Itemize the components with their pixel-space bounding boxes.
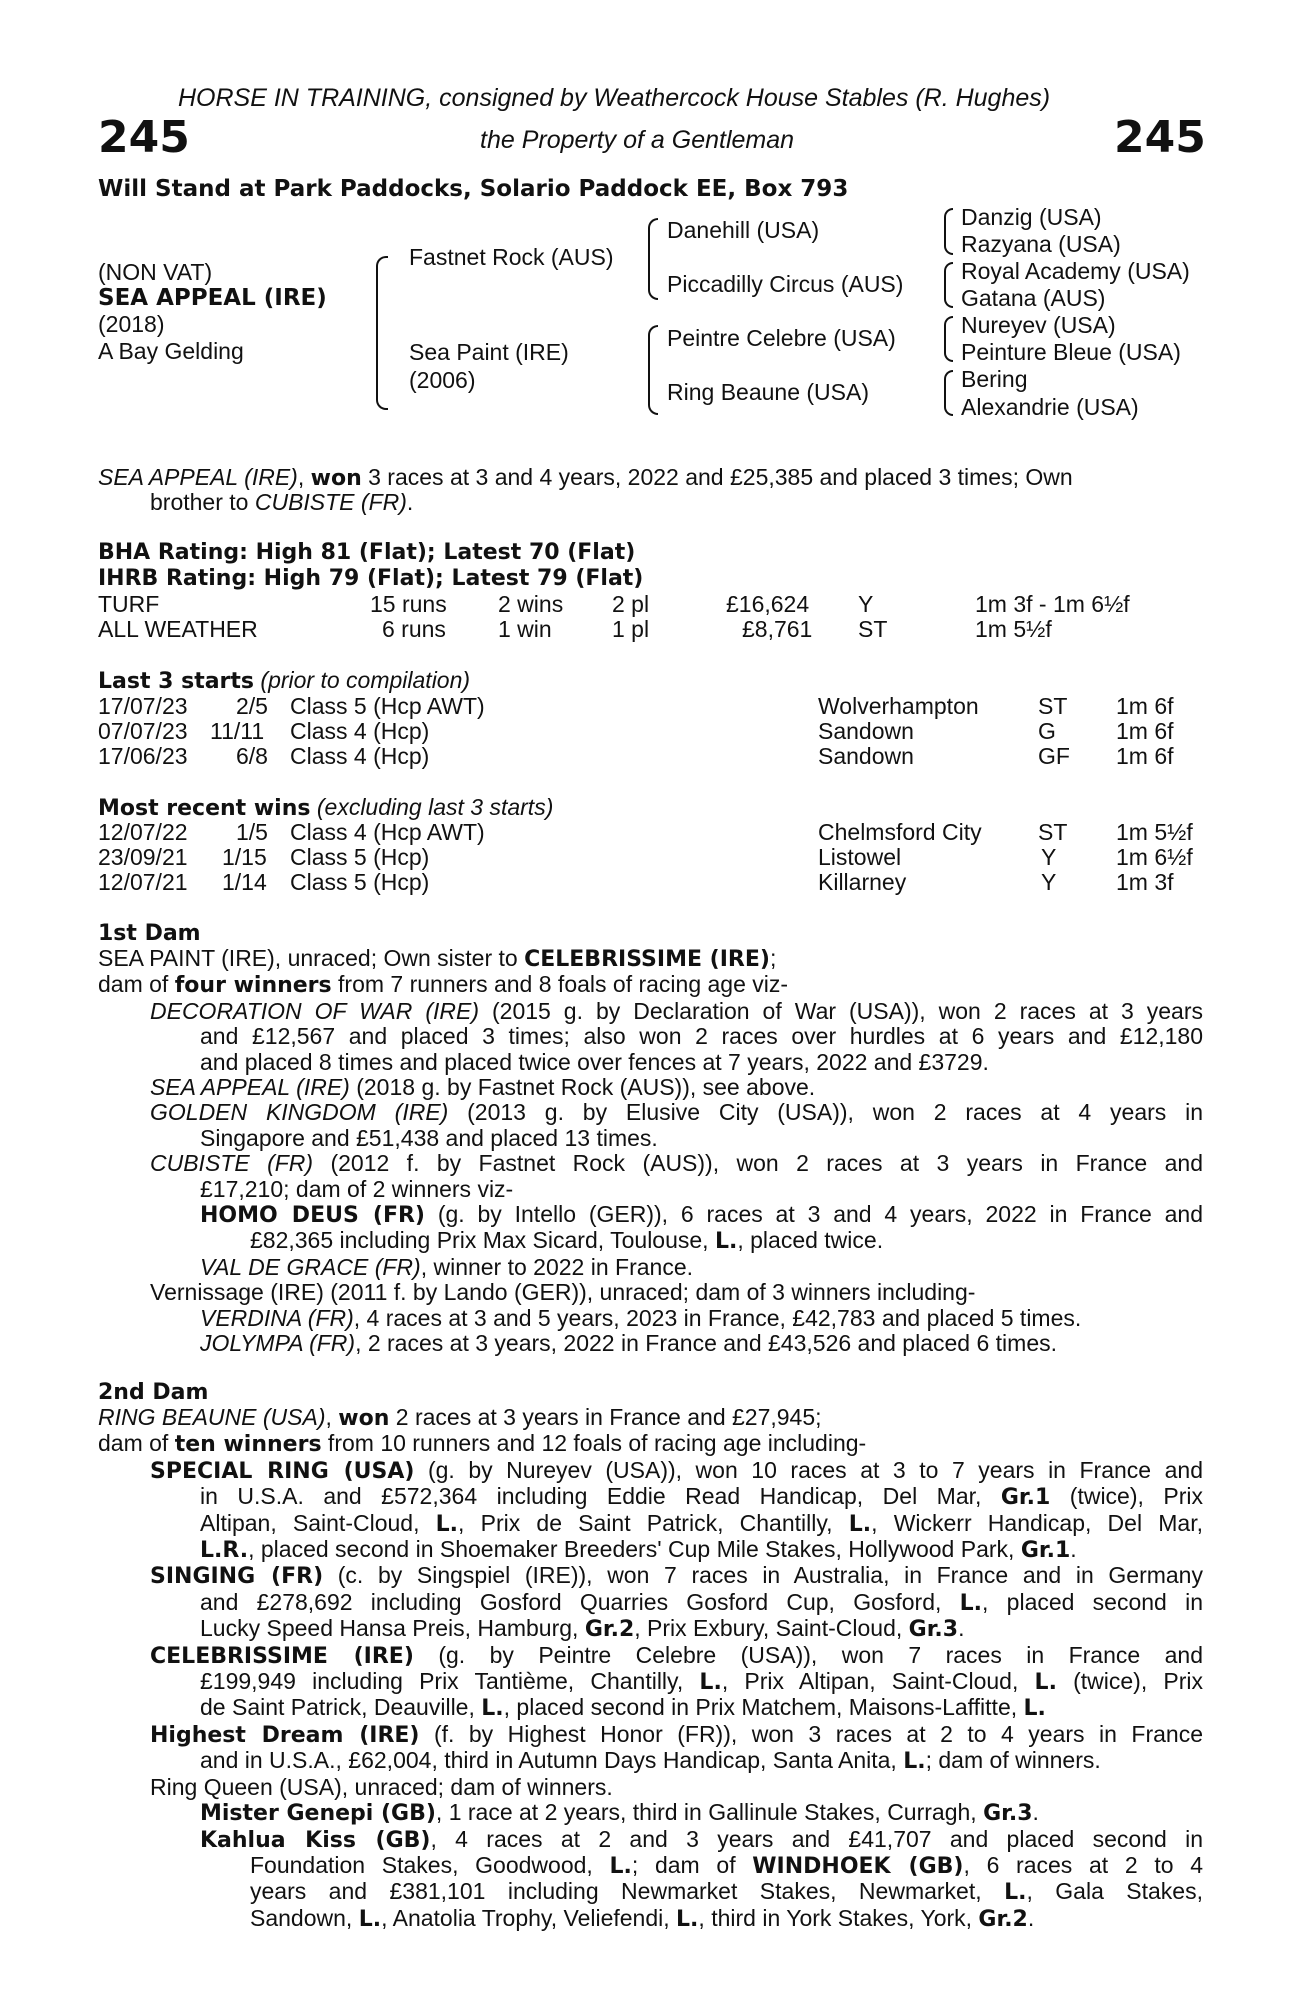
offspring-detail: [200, 1511, 1203, 1537]
race-grade: Gr.1: [1000, 1485, 1051, 1511]
horse-description: A Bay Gelding: [98, 338, 244, 364]
date: 17/06/23: [98, 743, 188, 769]
pedigree-sire-sire: Danehill (USA): [667, 217, 820, 243]
race-grade: L.: [1023, 1696, 1046, 1722]
recent-wins-note: (excluding last 3 starts): [316, 794, 554, 820]
prize-money: £16,624: [726, 591, 810, 617]
race-grade: L.R.: [200, 1538, 249, 1564]
winner-count: four winners: [174, 973, 332, 999]
recent-wins-title: Most recent wins: [98, 796, 311, 821]
consignment-line: HORSE IN TRAINING, consigned by Weathercock House Stables (R. Hughes): [178, 84, 1051, 112]
winner-count: ten winners: [174, 1432, 322, 1458]
vat-status: (NON VAT): [98, 259, 213, 285]
offspring-name: VAL DE GRACE (FR): [200, 1253, 421, 1280]
offspring-name: DECORATION OF WAR (IRE): [150, 997, 480, 1024]
text: (twice), Prix: [1056, 1668, 1204, 1695]
course: Wolverhampton: [818, 693, 979, 719]
pedigree-brace-dd-lower: [944, 392, 953, 416]
offspring-entry: Ring Queen (USA), unraced; dam of winners.: [150, 1773, 613, 1800]
distance: 1m 5½f: [975, 616, 1052, 642]
text: from 7 runners and 8 foals of racing age viz-: [331, 971, 789, 998]
text: .: [1032, 1799, 1039, 1826]
pedigree-gen3-4: Gatana (AUS): [961, 285, 1106, 311]
position: 2/5: [236, 693, 268, 719]
pedigree-brace-dam-lower: [648, 365, 658, 415]
text: and in U.S.A., £62,004, third in Autumn Days Handicap, Santa Anita,: [200, 1747, 904, 1774]
position: 6/8: [236, 743, 268, 769]
class: Class 4 (Hcp): [290, 718, 430, 744]
second-dam-line: [98, 1431, 1203, 1457]
property-line: the Property of a Gentleman: [480, 126, 795, 154]
offspring-name: HOMO DEUS (FR): [200, 1203, 425, 1229]
text: .: [958, 1615, 965, 1642]
text: Foundation Stakes, Goodwood,: [250, 1851, 610, 1878]
date: 12/07/21: [98, 869, 188, 895]
grand-offspring-detail: [250, 1853, 1203, 1879]
text: years and £381,101 including Newmarket Stakes, Newmarket,: [250, 1878, 1005, 1905]
text: (2012 f. by Fastnet Rock (AUS)), won 2 races at 3 years in France and: [313, 1150, 1203, 1177]
prize-money: £8,761: [742, 616, 813, 642]
text: in U.S.A. and £572,364 including Eddie Read Handicap, Del Mar,: [200, 1483, 1001, 1510]
wins: 2 wins: [498, 591, 564, 617]
offspring-name: Mister Genepi (GB): [200, 1801, 436, 1827]
offspring-entry: [150, 1100, 1203, 1125]
pedigree-brace-ss: [944, 208, 953, 235]
ihrb-rating: IHRB Rating: High 79 (Flat); Latest 79 (Flat): [98, 566, 644, 591]
distance: 1m 6f: [1116, 693, 1174, 719]
pedigree-brace-ds: [944, 316, 953, 340]
race-grade: L.: [481, 1696, 504, 1722]
placed: 2 pl: [612, 591, 650, 617]
second-dam-line: [98, 1405, 1203, 1431]
text: and £278,692 including Gosford Quarries Gosford Cup, Gosford,: [200, 1588, 960, 1615]
pedigree-gen3-6: Peinture Bleue (USA): [961, 339, 1181, 365]
offspring-name: WINDHOEK (GB): [752, 1853, 964, 1879]
surface: TURF: [98, 591, 160, 617]
text: ;: [769, 945, 777, 971]
race-summary-line2: [150, 490, 413, 515]
text: , placed second in Shoemaker Breeders' Cup Mile Stakes, Hollywood Park,: [248, 1536, 1021, 1563]
pedigree-brace-main: [376, 256, 388, 340]
position: 1/5: [236, 819, 268, 845]
offspring-detail: £17,210; dam of 2 winners viz-: [200, 1175, 514, 1202]
text: ; dam of: [631, 1851, 753, 1878]
text: 2 races at 3 years in France and £27,945;: [389, 1404, 822, 1430]
second-dam-section: [98, 1405, 1203, 1932]
grand-offspring-entry: [200, 1800, 1203, 1826]
date: 07/07/23: [98, 718, 188, 744]
text: , placed twice.: [737, 1227, 884, 1254]
distance: 1m 6f: [1116, 743, 1174, 769]
pedigree-brace-sd: [944, 262, 953, 286]
offspring-detail: [200, 1590, 1203, 1616]
pedigree-gen3-3: Royal Academy (USA): [961, 258, 1190, 284]
text: ,: [325, 1404, 339, 1430]
pedigree-brace-ds-lower: [944, 338, 953, 362]
pedigree-brace-ss-lower: [944, 233, 953, 255]
second-dam-heading: 2nd Dam: [98, 1380, 209, 1405]
going: G: [1038, 718, 1056, 744]
text: (c. by Singspiel (IRE)), won 7 races in Australia, in France and in Germany: [323, 1562, 1203, 1589]
offspring-detail: and placed 8 times and placed twice over fences at 7 years, 2022 and £3729.: [200, 1048, 989, 1075]
first-dam-section: [98, 946, 1203, 1357]
offspring-name: Kahlua Kiss (GB): [200, 1827, 431, 1853]
text: Lucky Speed Hansa Preis, Hamburg,: [200, 1615, 585, 1642]
pedigree-brace-dd: [944, 370, 953, 394]
text: £199,949 including Prix Tantième, Chantilly,: [200, 1668, 700, 1695]
text: , Prix Exbury, Saint-Cloud,: [634, 1615, 909, 1642]
offspring-name: SPECIAL RING (USA): [150, 1458, 415, 1484]
offspring-detail: [200, 1695, 1203, 1721]
text: , winner to 2022 in France.: [420, 1253, 694, 1280]
text: SEA PAINT (IRE), unraced; Own sister to: [98, 945, 525, 971]
summary-period: .: [406, 489, 414, 515]
offspring-detail: [200, 1669, 1203, 1695]
grand-offspring-entry: [200, 1331, 1203, 1356]
offspring-detail: and £12,567 and placed 3 times; also won 2 races over hurdles at 6 years and £12,180: [200, 1023, 1203, 1050]
pedigree-dam-sire: Peintre Celebre (USA): [667, 325, 896, 351]
offspring-detail: [200, 1484, 1203, 1510]
text: (2015 g. by Declaration of War (USA)), won 2 races at 3 years: [479, 997, 1204, 1024]
race-grade: L.: [959, 1590, 983, 1616]
text: Sandown,: [250, 1904, 359, 1931]
text: , third in York Stakes, York,: [698, 1904, 979, 1931]
text: , placed second in: [982, 1588, 1203, 1615]
position: 11/11: [210, 718, 265, 744]
text: dam of: [98, 1430, 175, 1457]
text: (twice), Prix: [1050, 1483, 1203, 1510]
grand-offspring-detail: [250, 1228, 1203, 1254]
grand-offspring-entry: [200, 1202, 1203, 1228]
last3-title: Last 3 starts: [98, 669, 255, 694]
wins: 1 win: [498, 616, 552, 642]
race-grade: Gr.3: [983, 1801, 1033, 1827]
race-grade: Gr.2: [584, 1617, 635, 1643]
offspring-name: CELEBRISSIME (IRE): [150, 1643, 414, 1669]
text: (g. by Intello (GER)), 6 races at 3 and 4 years, 2022 in France and: [425, 1201, 1204, 1228]
lot-number-left: 245: [98, 112, 190, 163]
going: Y: [1041, 844, 1057, 870]
distance: 1m 3f - 1m 6½f: [975, 591, 1130, 617]
text: , 6 races at 2 to 4: [963, 1851, 1203, 1878]
pedigree-dam-year: (2006): [409, 367, 476, 393]
surface: ALL WEATHER: [98, 616, 258, 642]
race-grade: Gr.2: [978, 1906, 1028, 1932]
date: 17/07/23: [98, 693, 188, 719]
text: £82,365 including Prix Max Sicard, Toulouse,: [250, 1227, 715, 1254]
pedigree-brace-dam: [648, 325, 658, 367]
text: dam of: [98, 971, 175, 998]
race-grade: L.: [699, 1670, 722, 1696]
runs: 6 runs: [382, 616, 446, 642]
pedigree-gen3-1: Danzig (USA): [961, 204, 1102, 230]
course: Chelmsford City: [818, 819, 982, 845]
race-grade: L.: [1034, 1670, 1057, 1696]
offspring-entry: [150, 1722, 1203, 1748]
distance: 1m 5½f: [1116, 819, 1193, 845]
course: Killarney: [818, 869, 907, 895]
text: (f. by Highest Honor (FR)), won 3 races at 2 to 4 years in France: [419, 1720, 1203, 1747]
race-grade: L.: [714, 1229, 738, 1255]
race-grade: Gr.3: [908, 1617, 959, 1643]
race-grade: L.: [676, 1906, 699, 1932]
text: , 2 races at 3 years, 2022 in France and £43,526 and placed 6 times.: [355, 1330, 1058, 1357]
offspring-entry: [150, 999, 1203, 1024]
offspring-name: JOLYMPA (FR): [200, 1330, 356, 1357]
offspring-detail: [200, 1616, 1203, 1642]
text: (g. by Nureyev (USA)), won 10 races at 3 to 7 years in France and: [414, 1456, 1203, 1483]
pedigree-gen3-8: Alexandrie (USA): [961, 394, 1139, 420]
going: Y: [1041, 869, 1057, 895]
first-dam-line: [98, 946, 1203, 972]
offspring-entry: [150, 1563, 1203, 1589]
class: Class 5 (Hcp): [290, 869, 430, 895]
offspring-name: Highest Dream (IRE): [150, 1722, 420, 1748]
grand-offspring-entry: [200, 1255, 1203, 1280]
text: , 4 races at 2 and 3 years and £41,707 and placed second in: [430, 1825, 1204, 1852]
text: , Gala Stakes,: [1026, 1878, 1203, 1905]
last3-heading: [98, 668, 470, 694]
horse-name: SEA APPEAL (IRE): [98, 285, 327, 311]
race-grade: L.: [609, 1853, 632, 1879]
offspring-detail: [200, 1748, 1203, 1774]
text: .: [1027, 1904, 1035, 1931]
horse-year: (2018): [98, 311, 165, 337]
stand-location: Will Stand at Park Paddocks, Solario Paddock EE, Box 793: [98, 176, 849, 202]
pedigree-gen3-2: Razyana (USA): [961, 231, 1121, 257]
text: , 4 races at 3 and 5 years, 2023 in France, £42,783 and placed 5 times.: [353, 1304, 1082, 1331]
text: , 1 race at 2 years, third in Gallinule Stakes, Curragh,: [435, 1799, 984, 1826]
pedigree-dam: Sea Paint (IRE): [409, 339, 569, 365]
course: Listowel: [818, 844, 902, 870]
text: Altipan, Saint-Cloud,: [200, 1509, 436, 1536]
pedigree-gen3-7: Bering: [961, 366, 1028, 392]
text: , placed second in Prix Matchem, Maisons-Laffitte,: [503, 1694, 1024, 1721]
class: Class 4 (Hcp AWT): [290, 819, 485, 845]
pedigree-sire-dam: Piccadilly Circus (AUS): [667, 271, 904, 297]
distance: 1m 3f: [1116, 869, 1174, 895]
class: Class 4 (Hcp): [290, 743, 430, 769]
race-grade: L.: [1004, 1880, 1027, 1906]
going: ST: [858, 616, 888, 642]
course: Sandown: [818, 718, 914, 744]
pedigree-brace-sire: [648, 218, 658, 260]
summary-horse-name: SEA APPEAL (IRE): [98, 464, 298, 490]
course: Sandown: [818, 743, 914, 769]
offspring-entry: [150, 1458, 1203, 1484]
text: , Prix Altipan, Saint-Cloud,: [721, 1668, 1035, 1695]
text: , Anatolia Trophy, Veliefendi,: [381, 1904, 677, 1931]
summary-rest: 3 races at 3 and 4 years, 2022 and £25,385 and placed 3 times; Own: [361, 464, 1073, 490]
pedigree-dam-dam: Ring Beaune (USA): [667, 379, 869, 405]
race-grade: L.: [903, 1749, 926, 1775]
offspring-entry: [150, 1075, 1203, 1100]
text: , Prix de Saint Patrick, Chantilly,: [458, 1509, 849, 1536]
pedigree-sire: Fastnet Rock (AUS): [409, 244, 614, 270]
summary-brother-label: brother to: [150, 489, 255, 515]
race-grade: Gr.1: [1020, 1538, 1071, 1564]
text: from 10 runners and 12 foals of racing age including-: [321, 1430, 867, 1457]
runs: 15 runs: [370, 591, 447, 617]
offspring-entry: Vernissage (IRE) (2011 f. by Lando (GER)), unraced; dam of 3 winners including-: [150, 1279, 976, 1306]
summary-brother-name: CUBISTE (FR): [254, 489, 407, 515]
date: 23/09/21: [98, 844, 188, 870]
grand-offspring-entry: [200, 1306, 1203, 1331]
distance: 1m 6½f: [1116, 844, 1193, 870]
offspring-name: VERDINA (FR): [200, 1304, 354, 1331]
bha-rating: BHA Rating: High 81 (Flat); Latest 70 (Flat): [98, 540, 636, 565]
placed: 1 pl: [612, 616, 650, 642]
race-grade: L.: [435, 1511, 459, 1537]
position: 1/15: [222, 844, 267, 870]
distance: 1m 6f: [1116, 718, 1174, 744]
text: (2013 g. by Elusive City (USA)), won 2 races at 4 years in: [448, 1099, 1203, 1126]
race-grade: L.: [358, 1906, 382, 1932]
class: Class 5 (Hcp): [290, 844, 430, 870]
going: GF: [1038, 743, 1070, 769]
text: .: [1070, 1536, 1077, 1563]
offspring-detail: Singapore and £51,438 and placed 13 times.: [200, 1124, 658, 1151]
offspring-name: SINGING (FR): [150, 1564, 324, 1590]
offspring-name: GOLDEN KINGDOM (IRE): [150, 1099, 449, 1126]
first-dam-line: [98, 972, 1203, 998]
text: (2018 g. by Fastnet Rock (AUS)), see above.: [349, 1074, 816, 1101]
class: Class 5 (Hcp AWT): [290, 693, 485, 719]
race-summary: SEA APPEAL (IRE), won 3 races at 3 and 4 years, 2022 and £25,385 and placed 3 times; Own: [98, 464, 1073, 491]
offspring-detail: [200, 1537, 1203, 1563]
dam-name: RING BEAUNE (USA): [98, 1404, 326, 1430]
date: 12/07/22: [98, 819, 188, 845]
offspring-entry: [150, 1151, 1203, 1176]
pedigree-gen3-5: Nureyev (USA): [961, 312, 1116, 338]
last3-note: (prior to compilation): [260, 667, 471, 693]
pedigree-brace-sd-lower: [944, 284, 953, 308]
text: de Saint Patrick, Deauville,: [200, 1694, 482, 1721]
text: (g. by Peintre Celebre (USA)), won 7 races in France and: [413, 1641, 1203, 1668]
grand-offspring-detail: [250, 1906, 1203, 1932]
position: 1/14: [222, 869, 267, 895]
sister-name: CELEBRISSIME (IRE): [524, 947, 770, 972]
grand-offspring-entry: [200, 1827, 1203, 1853]
text: ; dam of winners.: [925, 1747, 1101, 1774]
text: , Wickerr Handicap, Del Mar,: [871, 1509, 1203, 1536]
grand-offspring-detail: [250, 1879, 1203, 1905]
won-label: won: [338, 1406, 390, 1431]
summary-won: won: [310, 466, 362, 491]
offspring-entry: [150, 1643, 1203, 1669]
going: Y: [858, 591, 874, 617]
offspring-name: CUBISTE (FR): [150, 1150, 314, 1177]
going: ST: [1038, 819, 1068, 845]
offspring-name: SEA APPEAL (IRE): [150, 1074, 350, 1101]
recent-wins-heading: [98, 795, 553, 821]
lot-number-right: 245: [1114, 112, 1206, 163]
first-dam-heading: 1st Dam: [98, 921, 201, 946]
pedigree-brace-main-lower: [376, 338, 388, 410]
pedigree-brace-sire-lower: [648, 258, 658, 300]
race-grade: L.: [848, 1511, 872, 1537]
going: ST: [1038, 693, 1068, 719]
